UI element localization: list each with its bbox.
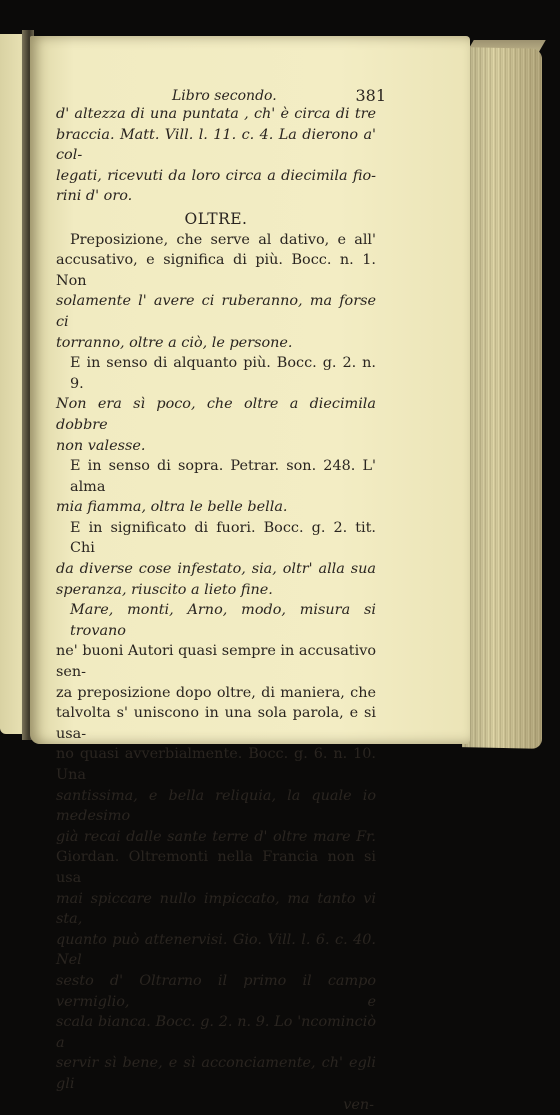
text-line: solamente l' avere ci ruberanno, ma forse ci	[56, 291, 376, 332]
text-line: Mare, monti, Arno, modo, misura si trovano	[56, 600, 376, 641]
text-line: no quasi avverbialmente. Bocc. g. 6. n. 10. Una	[56, 744, 376, 785]
page-text	[56, 104, 376, 1115]
text-line: legati, ricevuti da loro circa a diecimila fio-	[56, 166, 376, 187]
running-title: Libro secondo.	[172, 88, 277, 104]
text-line: speranza, riuscito a lieto fine.	[56, 580, 376, 601]
text-line: d' altezza di una puntata , ch' è circa di tre	[56, 104, 376, 125]
text-line: da diverse cose infestato, sia, oltr' alla sua	[56, 559, 376, 580]
text-line: santissima, e bella reliquia, la quale io medesimo	[56, 786, 376, 827]
text-line: Non era sì poco, che oltre a diecimila dobbre	[56, 394, 376, 435]
text-line: già recai dalle sante terre d' oltre mare Fr.	[56, 827, 376, 848]
text-line: E in senso di sopra. Petrar. son. 248. L' alma	[56, 456, 376, 497]
text-line: mai spiccare nullo impiccato, ma tanto vi sta,	[56, 889, 376, 930]
text-line: rini d' oro.	[56, 186, 376, 207]
text-line: torranno, oltre a ciò, le persone.	[56, 333, 376, 354]
text-line: sesto d' Oltrarno il primo il campo vermiglio, e	[56, 971, 376, 1012]
text-line: servir sì bene, e sì acconciamente, ch' egli gli	[56, 1053, 376, 1094]
text-line: ne' buoni Autori quasi sempre in accusativo sen-	[56, 641, 376, 682]
text-line: Giordan. Oltremonti nella Francia non si usa	[56, 847, 376, 888]
text-line: za preposizione dopo oltre, di maniera, che	[56, 683, 376, 704]
text-line: accusativo, e significa di più. Bocc. n. 1. Non	[56, 250, 376, 291]
text-line: scala bianca. Bocc. g. 2. n. 9. Lo 'ncominciò a	[56, 1012, 376, 1053]
text-line: talvolta s' uniscono in una sola parola, e si usa-	[56, 703, 376, 744]
text-line: Preposizione, che serve al dativo, e all'	[56, 230, 376, 251]
text-line: E in significato di fuori. Bocc. g. 2. tit. Chi	[56, 518, 376, 559]
catchword: ven-	[56, 1095, 376, 1115]
page-number: 381	[355, 86, 386, 105]
entry-heading: OLTRE.	[56, 209, 376, 230]
text-line: quanto può attenervisi. Gio. Vill. l. 6. c. 40. Nel	[56, 930, 376, 971]
text-line: braccia. Matt. Vill. l. 11. c. 4. La dierono a' col-	[56, 125, 376, 166]
text-line: non valesse.	[56, 436, 376, 457]
text-line: mia fiamma, oltra le belle bella.	[56, 497, 376, 518]
text-line: E in senso di alquanto più. Bocc. g. 2. n. 9.	[56, 353, 376, 394]
